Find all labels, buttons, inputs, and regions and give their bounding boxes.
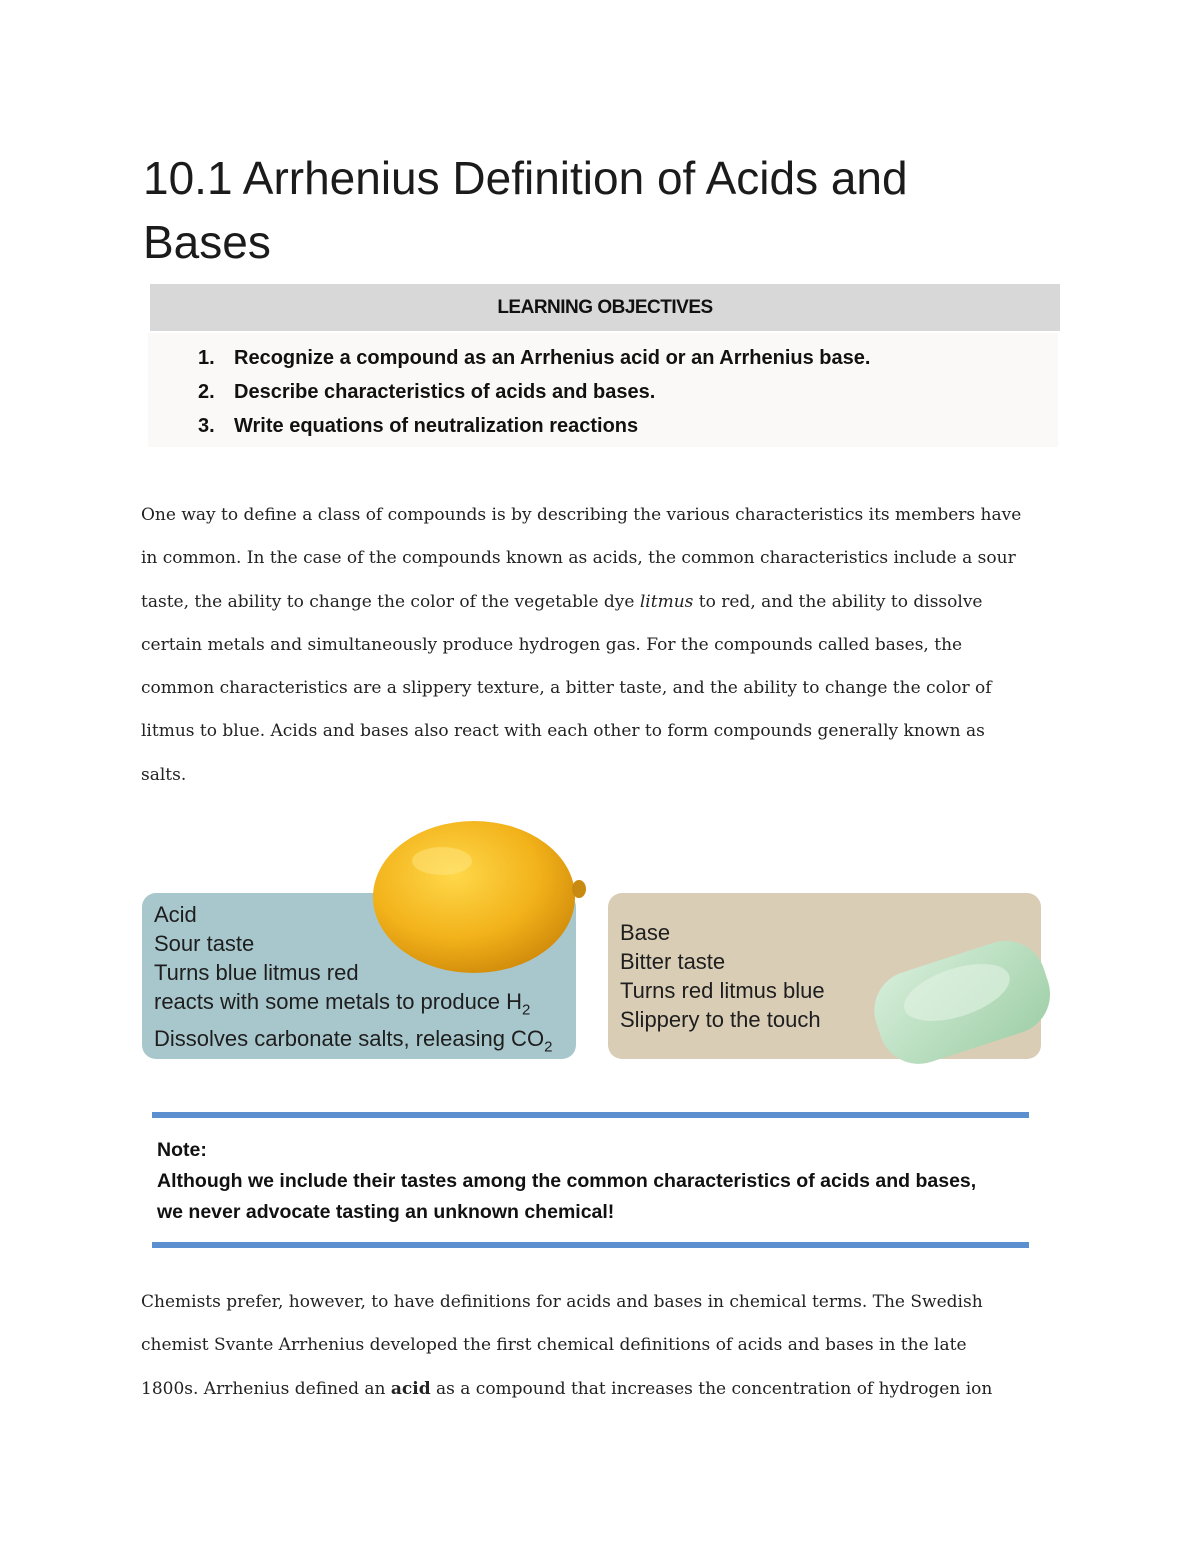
list-item-number: 1. xyxy=(198,347,215,369)
text-line: litmus to blue. Acids and bases also react with each other to form compounds generally known as xyxy=(141,721,985,742)
list-item-number: 3. xyxy=(198,415,215,437)
litmus-term: litmus xyxy=(639,591,694,612)
note-bottom-rule xyxy=(152,1242,1029,1248)
note-label: Note: xyxy=(157,1139,207,1161)
base-text: Base Bitter taste Turns red litmus blue Slippery to the touch xyxy=(620,920,825,1032)
text-line: Chemists prefer, however, to have definitions for acids and bases in chemical terms. The Swedish xyxy=(141,1292,983,1312)
note-box xyxy=(157,1135,1027,1228)
page-title: 10.1 Arrhenius Definition of Acids and Bases xyxy=(143,152,908,268)
paragraph-intro xyxy=(141,494,1061,797)
text-line: taste, the ability to change the color of the vegetable dye litmus to red, and the ability to dissolve xyxy=(141,591,983,612)
text-line: One way to define a class of compounds is by describing the various characteristics its members have xyxy=(141,505,1022,525)
text-line: in common. In the case of the compounds known as acids, the common characteristics include a sour xyxy=(141,548,1016,569)
paragraph-arrhenius xyxy=(141,1281,1061,1411)
list-item xyxy=(198,345,870,379)
list-item-text: Describe characteristics of acids and bases. xyxy=(234,381,656,403)
list-item-text: Write equations of neutralization reactions xyxy=(234,415,639,437)
acid-heading: Acid xyxy=(154,902,197,927)
acid-term: acid xyxy=(390,1378,431,1399)
text-line: common characteristics are a slippery texture, a bitter taste, and the ability to change the color of xyxy=(141,678,992,699)
note-top-rule xyxy=(152,1112,1029,1118)
acid-base-figure xyxy=(140,815,1060,1075)
text-line: chemist Svante Arrhenius developed the first chemical definitions of acids and bases in the late xyxy=(141,1335,967,1356)
base-heading: Base xyxy=(620,920,671,945)
list-item xyxy=(198,379,870,413)
list-item-number: 2. xyxy=(198,381,215,403)
soap-image xyxy=(860,930,1060,1075)
list-item-text: Recognize a compound as an Arrhenius acid or an Arrhenius base. xyxy=(234,347,871,369)
text-line: certain metals and simultaneously produce hydrogen gas. For the compounds called bases, the xyxy=(141,634,963,655)
text-line: salts. xyxy=(141,764,187,785)
learning-objectives-header: LEARNING OBJECTIVES xyxy=(150,284,1060,331)
text-line: 1800s. Arrhenius defined an acid as a compound that increases the concentration of hydrogen ion xyxy=(141,1378,993,1399)
learning-objectives-box xyxy=(148,333,1058,447)
acid-text: Acid Sour taste Turns blue litmus red reacts with some metals to produce $H_2$ Dissolves carbonate salts, releasing $CO_2$ xyxy=(154,902,553,1056)
list-item xyxy=(198,413,870,447)
learning-objectives-list xyxy=(198,345,870,447)
lemon-image xyxy=(370,815,588,975)
note-text-line: Although we include their tastes among the common characteristics of acids and bases, xyxy=(157,1170,977,1192)
note-text-line: we never advocate tasting an unknown chemical! xyxy=(157,1201,615,1223)
